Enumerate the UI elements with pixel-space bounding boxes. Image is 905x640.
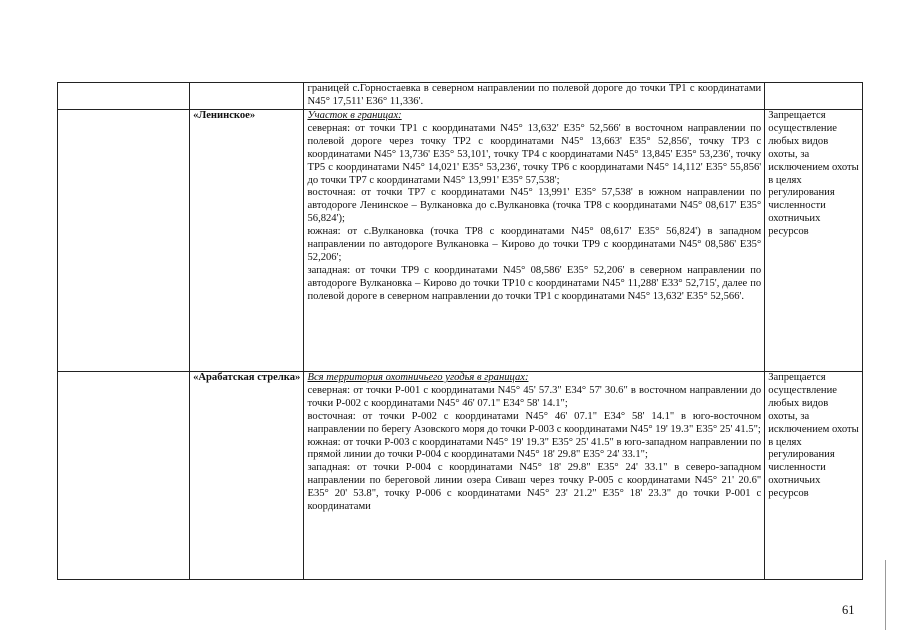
hunting-grounds-table — [57, 82, 863, 580]
empty-cell — [58, 110, 190, 372]
ground-name-cell — [190, 83, 304, 110]
boundary-south: южная: от точки Р-003 с координатами N45° 19' 19.3" E35° 25' 41.5" в юго-западном направлении по прямой линии до точки Р-004 с координатами N45° 18' 29.8" E35° 24' 33.1"; — [307, 436, 762, 461]
boundary-heading: Участок в границах: — [307, 110, 402, 121]
restriction-text: Запрещается осуществление любых видов охоты, за исключением охоты в целях регулирования численности охотничьих ресурсов — [765, 372, 863, 580]
restriction-cell — [765, 83, 863, 110]
empty-cell — [58, 372, 190, 580]
boundary-north: северная: от точки ТР1 с координатами N45° 13,632' E35° 52,566' в восточном направлении по полевой дороге через точку ТР2 с координатами N45° 13,663' E35° 52,856', точку ТР3 с координатами N45° 13,736' E35° 53,101', точку ТР4 с координатами N45° 13,845' E35° 53,236', точку ТР5 с координатами N45° 14,021' E35° 53,236', точку ТР6 с координатами N45° 14,112' E35° 55,856' до точки ТР7 с координатами N45° 13,991' E35° 57,538'; — [307, 122, 762, 186]
table-row — [58, 110, 863, 372]
table-row — [58, 372, 863, 580]
boundary-cell — [304, 110, 765, 372]
restriction-text: Запрещается осуществление любых видов охоты, за исключением охоты в целях регулирования численности охотничьих ресурсов — [765, 110, 863, 372]
table-row — [58, 83, 863, 110]
boundary-east: восточная: от точки Р-002 с координатами N45° 46' 07.1" E34° 58' 14.1" в юго-восточном направлении по берегу Азовского моря до точки Р-003 с координатами N45° 19' 19.3" E35° 25' 41.5"; — [307, 410, 762, 435]
scan-edge-line — [885, 560, 886, 630]
boundary-heading: Вся территория охотничьего угодья в границах: — [307, 372, 529, 383]
empty-cell — [58, 83, 190, 110]
ground-name: «Ленинское» — [190, 110, 304, 372]
boundary-south: южная: от с.Вулкановка (точка ТР8 с координатами N45° 08,617' E35° 56,824') в западном направлении по автодороге Вулкановка – Кирово до точки ТР9 с координатами N45° 08,586' E35° 52,206'; — [307, 226, 762, 263]
ground-name: «Арабатская стрелка» — [190, 372, 304, 580]
boundary-north: северная: от точки Р-001 с координатами N45° 45' 57.3" E34° 57' 30.6" в восточном направлении до точки Р-002 с координатами N45° 46' 07.1" E34° 58' 14.1"; — [307, 384, 762, 409]
boundary-text: границей с.Горностаевка в северном направлении по полевой дороге до точки ТР1 с координатами N45° 17,511' E36° 11,336'. — [307, 83, 762, 107]
page-number: 61 — [842, 603, 855, 617]
boundary-cell — [304, 83, 765, 110]
boundary-west: западная: от точки Р-004 с координатами N45° 18' 29.8" E35° 24' 33.1" в северо-западном направлении по береговой линии озера Сиваш через точку Р-005 с координатами N45° 21' 20.6" E35° 20' 53.8", точку Р-006 с координатами N45° 23' 21.2" E35° 18' 23.3" до точки Р-001 с координатами — [307, 462, 762, 513]
boundary-cell — [304, 372, 765, 580]
boundary-east: восточная: от точки ТР7 с координатами N45° 13,991' E35° 57,538' в южном направлении по автодороге Ленинское – Вулкановка до с.Вулкановка (точка ТР8 с координатами N45° 08,617' E35° 56,824'); — [307, 187, 762, 225]
boundary-west: западная: от точки ТР9 с координатами N45° 08,586' E35° 52,206' в северном направлении по автодороге Вулкановка – Кирово до точки ТР10 с координатами N45° 11,288' E33° 52,715', далее по полевой дороге в северном направлении до точки ТР1 с координатами N45° 13,632' E35° 52,566'. — [307, 264, 762, 302]
